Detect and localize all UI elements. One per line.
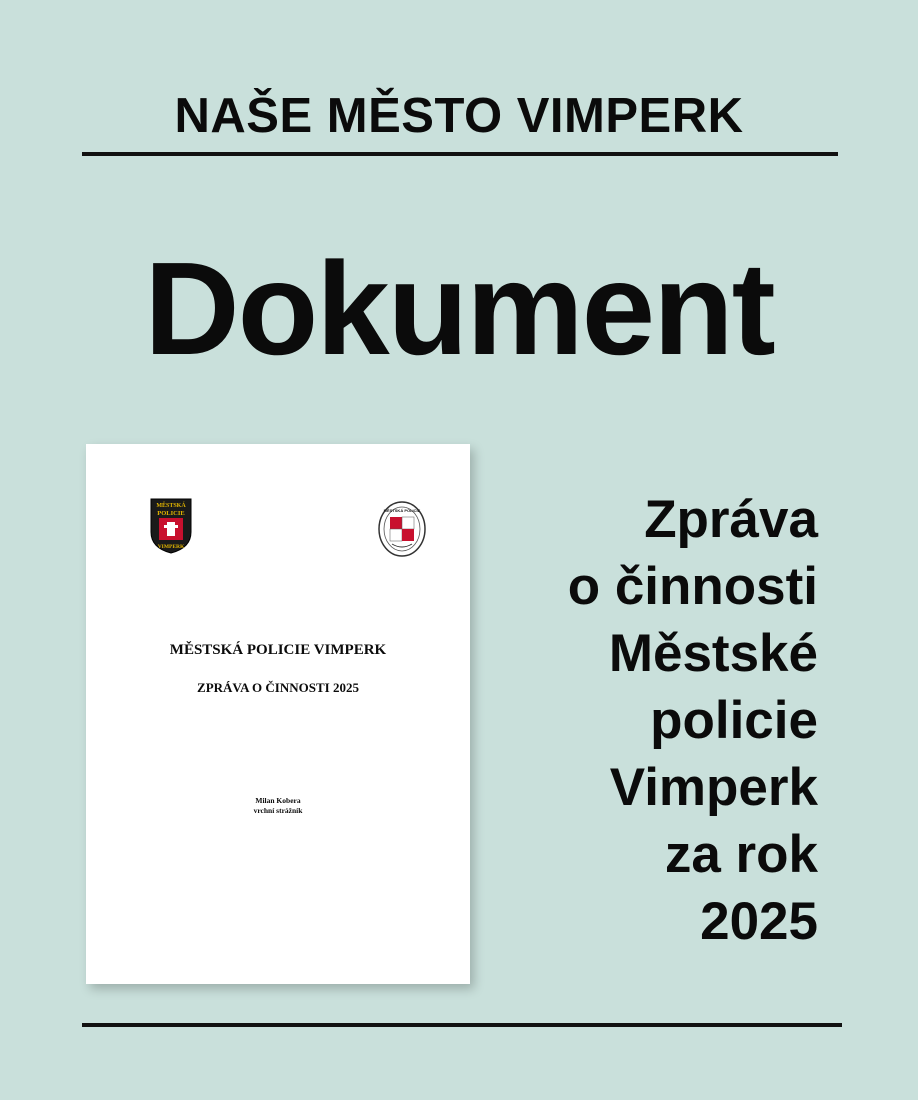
document-cover-title: MĚSTSKÁ POLICIE VIMPERK xyxy=(169,642,387,658)
document-cover-preview[interactable] xyxy=(86,444,470,984)
document-cover-subtitle: ZPRÁVA O ČINNOSTI 2025 xyxy=(197,680,359,695)
police-badge-logo xyxy=(378,500,426,558)
police-shield-logo xyxy=(150,498,192,554)
document-cover-author xyxy=(86,796,470,816)
svg-text:MĚSTSKÁ POLICIE: MĚSTSKÁ POLICIE xyxy=(383,508,421,513)
document-heading: Dokument xyxy=(144,235,774,382)
svg-text:POLICIE: POLICIE xyxy=(157,510,185,517)
page-header-title: NAŠE MĚSTO VIMPERK xyxy=(174,89,744,143)
description-line: Zpráva xyxy=(644,490,818,549)
document-description xyxy=(478,486,818,955)
description-line: 2025 xyxy=(700,892,818,951)
description-line: o činnosti xyxy=(567,557,818,616)
header-underline xyxy=(82,152,838,156)
bottom-divider xyxy=(82,1023,842,1027)
svg-text:VIMPERK: VIMPERK xyxy=(157,544,185,550)
author-name: Milan Kobera xyxy=(255,796,301,805)
svg-text:MĚSTSKÁ: MĚSTSKÁ xyxy=(156,503,186,509)
description-line: Městské xyxy=(608,624,818,683)
description-line: Vimperk xyxy=(609,758,818,817)
description-line: za rok xyxy=(664,825,818,884)
author-role: vrchní strážník xyxy=(253,806,303,815)
description-line: policie xyxy=(650,691,818,750)
